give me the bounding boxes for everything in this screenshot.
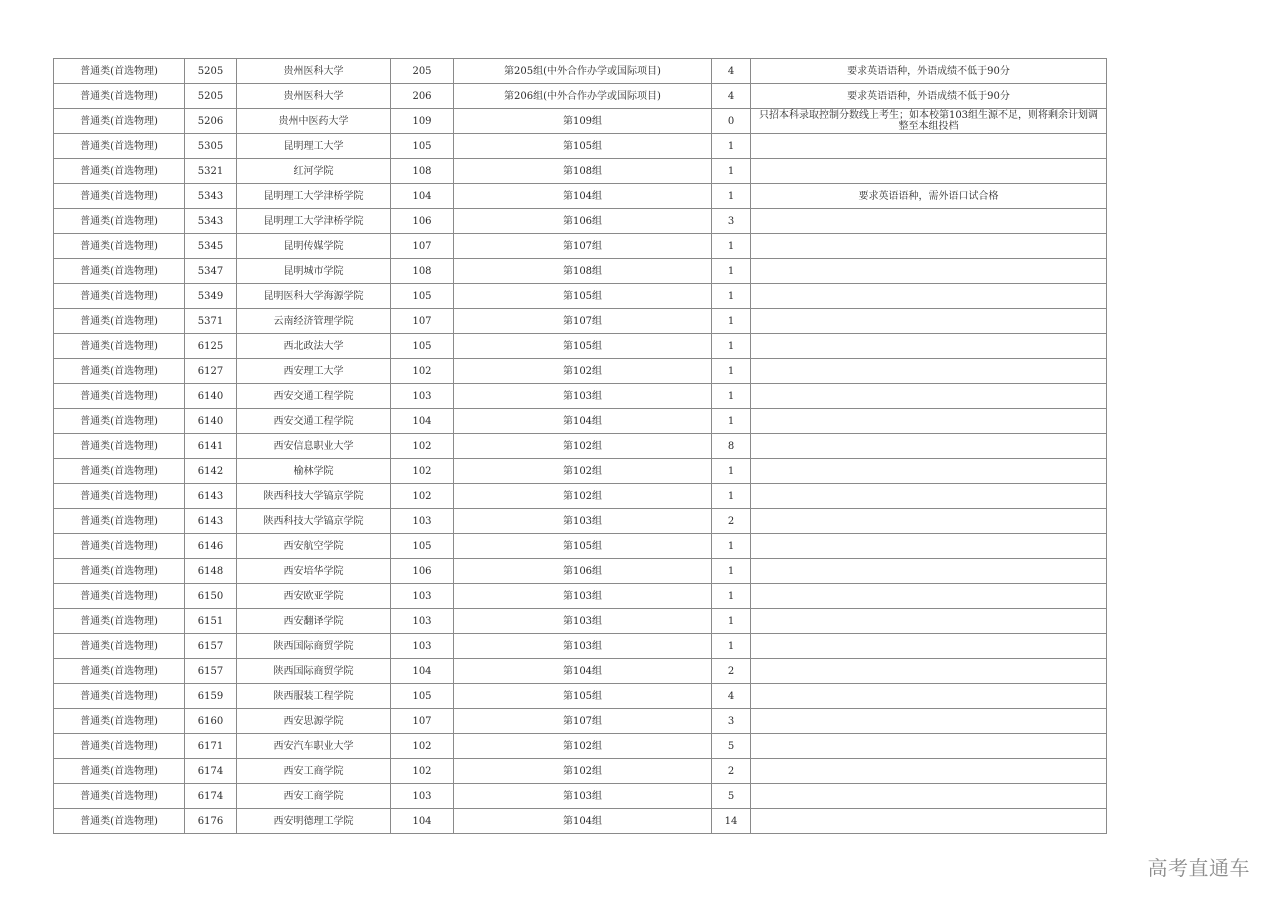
school-code-cell: 6143 [185,509,237,534]
group-code-cell: 105 [391,684,454,709]
group-code-cell: 105 [391,134,454,159]
group-code-cell: 105 [391,284,454,309]
group-code-cell: 104 [391,409,454,434]
school-name-cell: 昆明城市学院 [237,259,391,284]
table-row [54,784,1107,809]
table-row [54,59,1107,84]
group-name-cell: 第102组 [454,484,712,509]
plan-count-cell: 2 [712,509,751,534]
note-cell [751,309,1107,334]
group-code-cell: 102 [391,484,454,509]
table-row [54,509,1107,534]
school-code-cell: 5345 [185,234,237,259]
plan-count-cell: 1 [712,159,751,184]
category-cell: 普通类(首选物理) [54,334,185,359]
category-cell: 普通类(首选物理) [54,459,185,484]
school-name-cell: 西安信息职业大学 [237,434,391,459]
note-cell [751,459,1107,484]
table-row [54,434,1107,459]
note-cell [751,409,1107,434]
school-name-cell: 陕西国际商贸学院 [237,634,391,659]
plan-count-cell: 2 [712,759,751,784]
school-code-cell: 6160 [185,709,237,734]
school-code-cell: 5206 [185,109,237,134]
group-code-cell: 205 [391,59,454,84]
plan-count-cell: 3 [712,709,751,734]
group-name-cell: 第108组 [454,159,712,184]
school-name-cell: 昆明理工大学津桥学院 [237,209,391,234]
category-cell: 普通类(首选物理) [54,734,185,759]
category-cell: 普通类(首选物理) [54,284,185,309]
category-cell: 普通类(首选物理) [54,584,185,609]
plan-count-cell: 0 [712,109,751,134]
group-code-cell: 102 [391,434,454,459]
note-cell [751,134,1107,159]
note-cell [751,559,1107,584]
note-cell [751,634,1107,659]
plan-count-cell: 1 [712,584,751,609]
school-code-cell: 5347 [185,259,237,284]
plan-count-cell: 1 [712,359,751,384]
note-cell [751,334,1107,359]
category-cell: 普通类(首选物理) [54,534,185,559]
category-cell: 普通类(首选物理) [54,634,185,659]
group-name-cell: 第102组 [454,759,712,784]
plan-count-cell: 1 [712,484,751,509]
plan-count-cell: 1 [712,334,751,359]
category-cell: 普通类(首选物理) [54,484,185,509]
school-code-cell: 5321 [185,159,237,184]
category-cell: 普通类(首选物理) [54,309,185,334]
category-cell: 普通类(首选物理) [54,509,185,534]
group-name-cell: 第102组 [454,359,712,384]
group-code-cell: 103 [391,509,454,534]
group-name-cell: 第104组 [454,409,712,434]
category-cell: 普通类(首选物理) [54,684,185,709]
plan-count-cell: 1 [712,284,751,309]
group-code-cell: 102 [391,459,454,484]
note-cell [751,434,1107,459]
school-name-cell: 西安欧亚学院 [237,584,391,609]
school-name-cell: 昆明传媒学院 [237,234,391,259]
table-row [54,84,1107,109]
note-cell [751,684,1107,709]
table-row [54,109,1107,134]
plan-count-cell: 1 [712,409,751,434]
table-row [54,259,1107,284]
category-cell: 普通类(首选物理) [54,109,185,134]
school-code-cell: 5371 [185,309,237,334]
table-row [54,609,1107,634]
category-cell: 普通类(首选物理) [54,159,185,184]
table-row [54,709,1107,734]
group-name-cell: 第102组 [454,734,712,759]
school-code-cell: 5205 [185,84,237,109]
school-code-cell: 6174 [185,759,237,784]
group-code-cell: 103 [391,634,454,659]
school-name-cell: 榆林学院 [237,459,391,484]
school-name-cell: 西安工商学院 [237,784,391,809]
category-cell: 普通类(首选物理) [54,409,185,434]
plan-count-cell: 4 [712,684,751,709]
school-name-cell: 西安培华学院 [237,559,391,584]
enrollment-plan-table [53,58,1107,834]
plan-count-cell: 5 [712,734,751,759]
group-name-cell: 第105组 [454,284,712,309]
note-cell [751,609,1107,634]
category-cell: 普通类(首选物理) [54,84,185,109]
note-cell [751,234,1107,259]
school-name-cell: 西安翻译学院 [237,609,391,634]
note-cell [751,734,1107,759]
table-row [54,459,1107,484]
note-cell [751,384,1107,409]
category-cell: 普通类(首选物理) [54,709,185,734]
plan-count-cell: 1 [712,309,751,334]
school-code-cell: 6125 [185,334,237,359]
note-cell [751,259,1107,284]
table-row [54,334,1107,359]
category-cell: 普通类(首选物理) [54,784,185,809]
note-cell [751,784,1107,809]
plan-count-cell: 1 [712,534,751,559]
school-name-cell: 昆明医科大学海源学院 [237,284,391,309]
school-code-cell: 5349 [185,284,237,309]
group-code-cell: 103 [391,784,454,809]
plan-count-cell: 14 [712,809,751,834]
plan-count-cell: 1 [712,559,751,584]
note-cell: 要求英语语种，外语成绩不低于90分 [751,84,1107,109]
group-code-cell: 102 [391,734,454,759]
group-name-cell: 第103组 [454,384,712,409]
plan-count-cell: 1 [712,634,751,659]
category-cell: 普通类(首选物理) [54,809,185,834]
note-cell [751,659,1107,684]
school-code-cell: 6171 [185,734,237,759]
group-name-cell: 第105组 [454,334,712,359]
group-code-cell: 102 [391,759,454,784]
plan-count-cell: 8 [712,434,751,459]
table-row [54,184,1107,209]
group-code-cell: 106 [391,559,454,584]
school-code-cell: 6150 [185,584,237,609]
group-name-cell: 第103组 [454,634,712,659]
group-code-cell: 105 [391,534,454,559]
school-name-cell: 陕西服装工程学院 [237,684,391,709]
table-row [54,209,1107,234]
group-name-cell: 第206组(中外合作办学或国际项目) [454,84,712,109]
table-row [54,759,1107,784]
group-code-cell: 104 [391,659,454,684]
table-row [54,534,1107,559]
category-cell: 普通类(首选物理) [54,134,185,159]
school-code-cell: 5343 [185,209,237,234]
school-code-cell: 6146 [185,534,237,559]
group-name-cell: 第107组 [454,709,712,734]
category-cell: 普通类(首选物理) [54,359,185,384]
group-code-cell: 105 [391,334,454,359]
school-name-cell: 西北政法大学 [237,334,391,359]
category-cell: 普通类(首选物理) [54,209,185,234]
school-code-cell: 6140 [185,384,237,409]
note-cell [751,534,1107,559]
plan-count-cell: 1 [712,234,751,259]
group-code-cell: 107 [391,234,454,259]
group-name-cell: 第106组 [454,559,712,584]
group-name-cell: 第103组 [454,509,712,534]
school-code-cell: 5305 [185,134,237,159]
table-row [54,234,1107,259]
group-code-cell: 104 [391,184,454,209]
school-name-cell: 西安明德理工学院 [237,809,391,834]
table-row [54,284,1107,309]
note-cell [751,584,1107,609]
plan-count-cell: 3 [712,209,751,234]
table-row [54,159,1107,184]
plan-count-cell: 1 [712,609,751,634]
group-name-cell: 第107组 [454,309,712,334]
group-code-cell: 108 [391,159,454,184]
group-code-cell: 103 [391,609,454,634]
note-cell [751,159,1107,184]
school-code-cell: 6140 [185,409,237,434]
group-code-cell: 107 [391,309,454,334]
table-row [54,659,1107,684]
plan-count-cell: 4 [712,84,751,109]
group-name-cell: 第205组(中外合作办学或国际项目) [454,59,712,84]
group-name-cell: 第103组 [454,609,712,634]
group-name-cell: 第103组 [454,784,712,809]
table-row [54,484,1107,509]
plan-count-cell: 1 [712,384,751,409]
group-name-cell: 第109组 [454,109,712,134]
school-name-cell: 红河学院 [237,159,391,184]
school-name-cell: 西安交通工程学院 [237,384,391,409]
group-code-cell: 103 [391,384,454,409]
category-cell: 普通类(首选物理) [54,384,185,409]
group-name-cell: 第102组 [454,459,712,484]
table-row [54,684,1107,709]
table-row [54,559,1107,584]
school-code-cell: 6157 [185,634,237,659]
school-name-cell: 云南经济管理学院 [237,309,391,334]
group-code-cell: 107 [391,709,454,734]
category-cell: 普通类(首选物理) [54,259,185,284]
school-code-cell: 5343 [185,184,237,209]
category-cell: 普通类(首选物理) [54,234,185,259]
school-code-cell: 6176 [185,809,237,834]
note-cell: 要求英语语种，需外语口试合格 [751,184,1107,209]
group-code-cell: 104 [391,809,454,834]
category-cell: 普通类(首选物理) [54,559,185,584]
table-row [54,809,1107,834]
category-cell: 普通类(首选物理) [54,759,185,784]
note-cell [751,284,1107,309]
note-cell: 要求英语语种，外语成绩不低于90分 [751,59,1107,84]
category-cell: 普通类(首选物理) [54,659,185,684]
group-code-cell: 106 [391,209,454,234]
group-code-cell: 108 [391,259,454,284]
note-cell [751,709,1107,734]
school-name-cell: 西安汽车职业大学 [237,734,391,759]
school-name-cell: 陕西科技大学镐京学院 [237,509,391,534]
school-code-cell: 5205 [185,59,237,84]
plan-count-cell: 4 [712,59,751,84]
school-name-cell: 贵州医科大学 [237,84,391,109]
school-name-cell: 西安理工大学 [237,359,391,384]
group-code-cell: 206 [391,84,454,109]
table-row [54,734,1107,759]
table-row [54,134,1107,159]
school-code-cell: 6174 [185,784,237,809]
note-cell [751,759,1107,784]
group-name-cell: 第103组 [454,584,712,609]
note-cell [751,509,1107,534]
category-cell: 普通类(首选物理) [54,609,185,634]
category-cell: 普通类(首选物理) [54,434,185,459]
group-code-cell: 109 [391,109,454,134]
table-body [54,59,1107,834]
school-code-cell: 6148 [185,559,237,584]
table-row [54,409,1107,434]
school-code-cell: 6143 [185,484,237,509]
table-row [54,584,1107,609]
plan-count-cell: 1 [712,259,751,284]
plan-count-cell: 1 [712,184,751,209]
school-code-cell: 6141 [185,434,237,459]
note-cell [751,209,1107,234]
group-name-cell: 第104组 [454,659,712,684]
group-code-cell: 103 [391,584,454,609]
note-cell [751,359,1107,384]
table-row [54,634,1107,659]
table-row [54,359,1107,384]
watermark-text: 高考直通车 [1147,856,1250,880]
school-name-cell: 贵州中医药大学 [237,109,391,134]
note-cell: 只招本科录取控制分数线上考生；如本校第103组生源不足，则将剩余计划调整至本组投档 [751,109,1107,134]
group-name-cell: 第104组 [454,184,712,209]
group-name-cell: 第105组 [454,134,712,159]
group-name-cell: 第105组 [454,534,712,559]
school-code-cell: 6157 [185,659,237,684]
school-code-cell: 6142 [185,459,237,484]
group-name-cell: 第105组 [454,684,712,709]
plan-count-cell: 5 [712,784,751,809]
school-name-cell: 西安航空学院 [237,534,391,559]
school-name-cell: 陕西国际商贸学院 [237,659,391,684]
plan-count-cell: 1 [712,459,751,484]
table-row [54,309,1107,334]
group-name-cell: 第104组 [454,809,712,834]
group-name-cell: 第107组 [454,234,712,259]
group-code-cell: 102 [391,359,454,384]
plan-count-cell: 2 [712,659,751,684]
group-name-cell: 第102组 [454,434,712,459]
school-name-cell: 西安交通工程学院 [237,409,391,434]
table-row [54,384,1107,409]
school-name-cell: 陕西科技大学镐京学院 [237,484,391,509]
school-code-cell: 6127 [185,359,237,384]
school-name-cell: 昆明理工大学 [237,134,391,159]
group-name-cell: 第106组 [454,209,712,234]
note-cell [751,484,1107,509]
school-name-cell: 西安思源学院 [237,709,391,734]
note-cell [751,809,1107,834]
category-cell: 普通类(首选物理) [54,184,185,209]
school-code-cell: 6159 [185,684,237,709]
plan-count-cell: 1 [712,134,751,159]
school-name-cell: 贵州医科大学 [237,59,391,84]
school-code-cell: 6151 [185,609,237,634]
school-name-cell: 昆明理工大学津桥学院 [237,184,391,209]
category-cell: 普通类(首选物理) [54,59,185,84]
school-name-cell: 西安工商学院 [237,759,391,784]
group-name-cell: 第108组 [454,259,712,284]
